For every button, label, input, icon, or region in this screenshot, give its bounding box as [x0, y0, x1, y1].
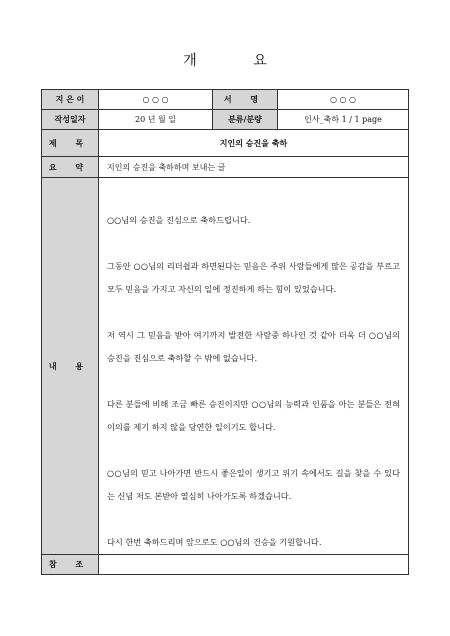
author-value: ○ ○ ○ — [99, 90, 213, 110]
author-label: 지 은 이 — [42, 90, 99, 110]
author-row — [42, 90, 409, 110]
category-label: 분류/분량 — [213, 110, 278, 130]
subject-label: 제 목 — [42, 130, 99, 157]
content-paragraph: ○○님의 승진을 진심으로 축하드립니다. — [107, 215, 251, 225]
content-gap — [107, 301, 400, 324]
date-row — [42, 110, 409, 130]
summary-value: 지인의 승진을 축하하며 보내는 글 — [99, 157, 409, 178]
date-value: 20 년 월 일 — [99, 110, 213, 130]
content-gap — [107, 508, 400, 531]
content-paragraph: ○○님의 믿고 나아가면 반드시 좋은일이 생기고 위기 속에서도 길을 찾을 수 있다는 신념 저도 본받아 열심히 나아가도록 하겠습니다. — [107, 468, 400, 501]
content-body — [99, 178, 409, 555]
reference-row — [42, 555, 409, 575]
reference-label: 참 조 — [42, 555, 99, 575]
content-label: 내 용 — [42, 178, 99, 555]
content-paragraph: 그동안 ○○님의 리더쉽과 하면된다는 믿음은 주위 사람들에게 많은 공감을 부르고 모두 믿음을 가지고 자신의 일에 정진하게 하는 힘이 있었습니다. — [107, 261, 400, 294]
content-paragraph: 다시 한번 축하드리며 앞으로도 ○○님의 건승을 기원합니다. — [107, 537, 322, 547]
subject-row — [42, 130, 409, 157]
reference-value — [99, 555, 409, 575]
category-value: 인사_축하 1 / 1 page — [278, 110, 409, 130]
content-gap — [107, 370, 400, 393]
content-paragraph: 저 역시 그 믿음을 받아 여기까지 발전한 사람중 하나인 것 같아 더욱 더 ○○님의 승진을 진심으로 축하할 수 밖에 없습니다. — [107, 330, 400, 363]
summary-row — [42, 157, 409, 178]
summary-form-table — [41, 89, 409, 575]
content-row — [42, 178, 409, 555]
summary-label: 요 약 — [42, 157, 99, 178]
signature-label: 서 명 — [213, 90, 278, 110]
signature-value: ○ ○ ○ — [278, 90, 409, 110]
content-gap — [107, 232, 400, 255]
document-title: 개 요 — [183, 53, 293, 69]
content-paragraph: 다른 분들에 비해 조금 빠른 승진이지만 ○○님의 능력과 인품을 아는 분들은 전혀 이의를 제기 하지 않을 당연한 일이기도 합니다. — [107, 399, 400, 432]
content-gap — [107, 439, 400, 462]
date-label: 작성일자 — [42, 110, 99, 130]
subject-value: 지인의 승진을 축하 — [99, 130, 409, 157]
